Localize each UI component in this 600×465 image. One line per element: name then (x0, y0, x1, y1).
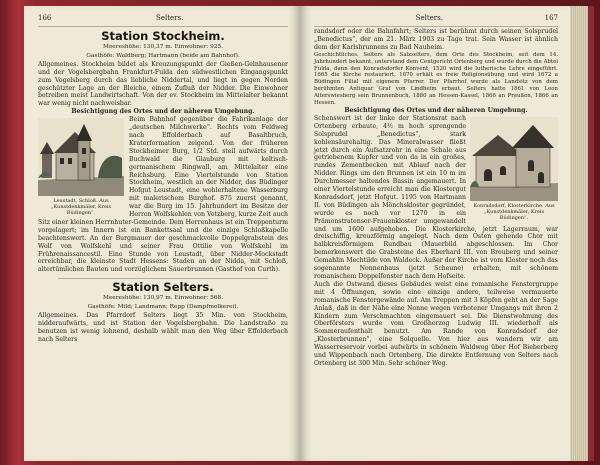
section-divider (58, 278, 268, 279)
right-page-number: 167 (544, 14, 558, 22)
stockheim-allgemeines: Allgemeines. Stockheim bildet als Kreuzungspunkt der Gießen-Gelnhausener und der Vogelsbergbahn Frankfurt-Fulda den südwestlichen Eingangspunkt zum Vogelsberg durch das liebliche Niddertal, und liegt in gegen Norden geschützter Lage an der Bleiche, einem Zufluß der Nidder. Die Einwohner betreiben meist Landwirtschaft. Von der ev. Stockheim im Mittelalter bekannt war wenig nicht nachweisbar. (38, 60, 288, 108)
right-page (300, 6, 570, 461)
konradsdorf-figure (470, 117, 558, 221)
stockheim-meta: Meereshöhe: 130,37 m. Einwohner: 925. (102, 44, 224, 50)
section-title-selters: Station Selters. (112, 280, 214, 295)
section-title-stockheim: Station Stockheim. (101, 29, 225, 43)
leustadt-caption: Leustadt, Schloß. Aus „Kunstdenkmäler, Kreis Büdingen“. (50, 198, 112, 217)
left-page-body (38, 28, 288, 457)
page-edges (570, 6, 594, 461)
left-running-header (38, 14, 288, 27)
left-page (24, 6, 300, 461)
leustadt-castle-illustration (38, 118, 124, 196)
left-page-number: 166 (38, 14, 52, 22)
selters-allgemeines: Allgemeines. Das Pfarrdorf Selters liegt 35 Min. von Stockheim, nidderaufwärts, und ist Station der Vogelsbergbahn. Die Landstraße zu benutzen ist wenig lohnend, deshalb wählt man den Weg über Effolderbach nach Selters (38, 312, 288, 343)
stockheim-subheading: Besichtigung des Ortes und der näheren Umgebung. (71, 108, 255, 116)
left-running-head: Selters. (156, 14, 184, 22)
selters-description-1: Schenswert ist der linke der Stationsrat nach Ortenberg erbaute, 4½ m hoch sprengende Solsprudel „Benedictus“, stark kohlensäurehaltig. Das Mineralwasser fließt jetzt durch ein Aufsatzrohr in eine Schale aus getriebenem Kupfer und von da in ein großes, rundes Zementbecken mit Ablauf nach der Nidder. Rings um den Brunnen ist ein 10 m im Durchmesser haltendes Bassin angemauert. In einer Viertelstunde erreicht man die Klostergut Konradsdorf, jetzt Hofgut. 1195 von Hartmann II. von Büdingen als Mönchskloster gegründet, wurde es noch vor 1270 in ein Prämonstratenser-Frauenkloster umgewandelt und um 1600 aufgehoben. Die Klosterkirche, jetzt Lagerraum, war dreischiffig, kreuzförmig angelegt. Nach dem Osten gehende Chor mit halbkreisförmigem Rundbau (Mauerbild abgeschlossen. Im Chor bemerkenswert die Grabsteine des Eberhard III. von Breuberg und seiner Gemahlin Mechtilde von Waldeck. Außer der Kirche ist vom Kloster noch das sogenannte Nonnenhaus (jetzt Scheune) erhalten, mit schönem romanischem Doppelfenster nach dem Hofseite. (314, 114, 558, 280)
selters-gasthofe: Gasthöfe: Mild; Landmann; Repp (Dampfmolkerei). (87, 304, 239, 311)
konradsdorf-caption: Konradsdorf, Klosterkirche. Aus „Kunstdenkmäler, Kreis Büdingen“. (473, 202, 555, 221)
right-running-header (314, 14, 558, 27)
konradsdorf-church-illustration (470, 117, 558, 201)
leustadt-figure (38, 118, 124, 216)
selters-meta: Meereshöhe: 130,97 m. Einwohner: 568. (102, 295, 224, 302)
stockheim-description: Beim Bahnhof gegenüber die Fabrikanlage der „deutschen Milchwerke“. Rechts vom Feldweg nach Effolderbach auf Basaltbruch, Kraterformation zeigend. Von der früheren Stockheimer Burg, 1/2 Std. steil aufwärts durch Buchwald die Glauburg mit keltisch-germanischem Ringwall, am Mittelalter eine Reichsburg. Eine Viertelstunde von Station Stockheim, westlich an der Nidder, das Büdinger Hofgut Leustadt, eine wohlerhaltene Wasserburg mit malerischem Burghof. 875 zuerst genannt, war die Burg im 15. Jahrhundert im Besitze der Herren Wolfskehlen von Vetzberg, kurze Zeit auch Sitz einer kleinen Herrnhuter-Gemeinde. Dem Herrenhaus ist ein Treppenturm vorgelagert; im Innern ist ein Bankettsaal und die einzige Schloßkapelle beachtenswert. An der Burgmauer der geschmackvolle Doppelgrabstein des Wolf von Wolfskehl und seiner Frau Ottilie von Wolfskehl im Frührenaissancestil. Eine Stunde von Leustadt, über Nidder-Mockstadt erreichbar, die kleinste Stadt Hessens: Staden an der Nidda, mit Schloß, altertümlichen Bauten und vorzüglichem Sauerbrunnen (Gasthof von Curth). (38, 116, 288, 274)
right-page-body (314, 28, 558, 457)
selters-geschichte: Geschichtliches. Selters als Salzselters, dem Orte des Stockheim, seit dem 14. Jahrhundert bekannt, unterstand dem Centgericht Ortenberg und wurde durch die Abtei Fulda, dann den Konradsdorfer Konvent, 1520 wird die lutherische Lehre eingeführt. 1665 die Kirche restauriert, 1670 erhält es freie Religionsübung und wird 1672 a Büdingen Filial mit eigenem Pfarrer. Der Pfarrhof wurde als Landsitz von dem berühmten Antiquar Graf von Lindheim erbaut. Selters hatte 1861 von Leon Alterswiesberg sein Brunnenbuch, 1880 an Hessen-Kassel, 1866 an Preußen, 1866 an Hessen. (314, 51, 558, 107)
selters-description-2: Auch die Ostwand dieses Gebäudes weist eine romanische Fenstergruppe mit 4 Öffnungen, sowie eine einzige andere, teilweise vermauerte romanische Fenstergewände auf. Am Treppen mit 3 Köpfen geht an der Sage Anlaß, daß in der Nähe eine Nonne wegen verbotener Umgangs mit ihren 2 Kindern zum Verschmachten eingemauert sei. Die Dienstwohnung des Oberförsters wurde vom Großherzog Ludwig III. wiederholt als Sommeraufenthalt benutzt. Am Rande von Konradsdorf der „Klosterbrunnen“, eine Solquelle. Von hier aus wandern wir am Wasserreservoir vorbei aufwärts in schönem Waldweg über Hof Bieberberg und Wippenbach nach Ortenberg. Die direkte Entfernung von Selters nach Ortenberg ist 300 Min. Sehr schöner Weg. (314, 280, 558, 367)
selters-subheading: Besichtigung des Ortes und der näheren Umgebung. (344, 106, 528, 114)
right-running-head: Selters. (415, 14, 443, 22)
selters-intro: randsdorf oder die Bahnfahrt; Selters ist berühmt durch seinen Solsprudel „Benedictus“, der am 21. März 1903 zu Tage trat. Sein Wasser ist ähnlich dem der Karlsbrunnens zu Bad Nauheim. (314, 28, 558, 51)
stockheim-gasthofe: Gasthöfe: Waldberg; Hartmann (beide am Bahnhof). (86, 52, 240, 59)
